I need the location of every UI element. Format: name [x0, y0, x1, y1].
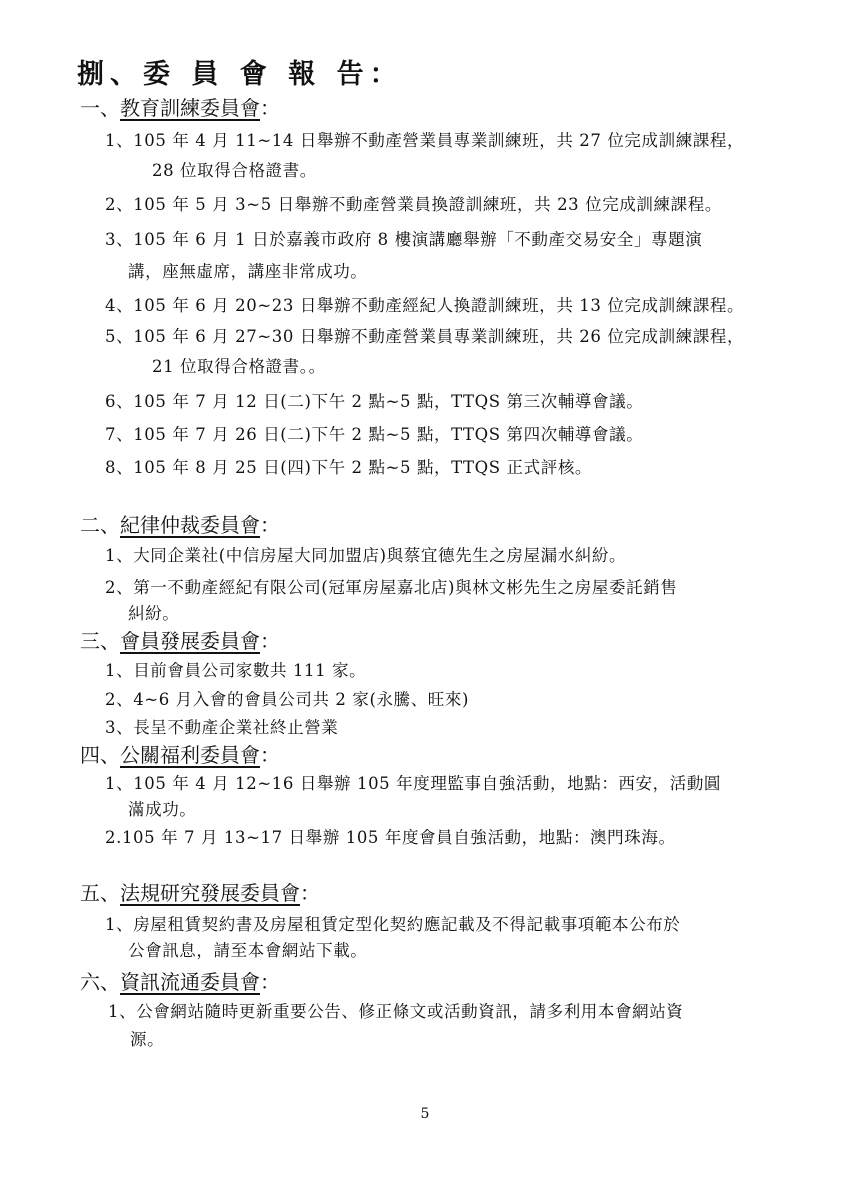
list-item: 3、長呈不動產企業社終止營業: [105, 718, 339, 737]
list-item: 6、105 年 7 月 12 日(二)下午 2 點~5 點，TTQS 第三次輔導會議。: [105, 392, 644, 411]
list-item: 5、105 年 6 月 27~30 日舉辦不動產營業員專業訓練班，共 26 位完成訓練課程，: [105, 327, 745, 346]
section-number: 四、: [80, 743, 120, 767]
list-item: 7、105 年 7 月 26 日(二)下午 2 點~5 點，TTQS 第四次輔導會議。: [105, 425, 644, 444]
section-number: 六、: [80, 970, 120, 994]
list-item: 1、105 年 4 月 11~14 日舉辦不動產營業員專業訓練班，共 27 位完成訓練課程，: [105, 131, 745, 150]
section-name: 教育訓練委員會: [120, 96, 260, 120]
section-heading-education: [80, 92, 280, 121]
list-item: 2.105 年 7 月 13~17 日舉辦 105 年度會員自強活動，地點：澳門珠海。: [105, 828, 676, 847]
section-colon: ：: [260, 513, 280, 537]
list-item: 2、105 年 5 月 3~5 日舉辦不動產營業員換證訓練班，共 23 位完成訓練課程。: [105, 195, 722, 214]
section-name: 紀律仲裁委員會: [120, 513, 260, 537]
section-colon: ：: [260, 96, 280, 120]
list-item-continuation: 28 位取得合格證書。: [152, 161, 317, 180]
section-name: 會員發展委員會: [120, 629, 260, 653]
section-number: 一、: [80, 96, 120, 120]
list-item: 4、105 年 6 月 20~23 日舉辦不動產經紀人換證訓練班，共 13 位完成訓練課程。: [105, 296, 745, 315]
section-colon: ：: [300, 881, 320, 905]
list-item: 1、105 年 4 月 12~16 日舉辦 105 年度理監事自強活動，地點：西安，活動圓: [105, 774, 722, 793]
section-heading-regulations: [80, 877, 320, 906]
section-colon: ：: [260, 743, 280, 767]
section-number: 三、: [80, 629, 120, 653]
section-name: 資訊流通委員會: [120, 970, 260, 994]
page-title: 捌、委 員 會 報 告：: [77, 59, 403, 90]
section-colon: ：: [260, 629, 280, 653]
section-name: 法規研究發展委員會: [120, 881, 300, 905]
list-item-continuation: 糾紛。: [128, 604, 180, 623]
page-number: 5: [420, 1106, 430, 1122]
section-heading-public-relations: [80, 739, 280, 768]
list-item-continuation: 公會訊息，請至本會網站下載。: [128, 941, 368, 960]
list-item: 1、公會網站隨時更新重要公告、修正條文或活動資訊，請多利用本會網站資: [108, 1002, 684, 1021]
list-item: 3、105 年 6 月 1 日於嘉義市政府 8 樓演講廳舉辦「不動產交易安全」專題演: [105, 230, 703, 249]
section-heading-membership: [80, 625, 280, 654]
list-item: 1、大同企業社(中信房屋大同加盟店)與蔡宜德先生之房屋漏水糾紛。: [105, 546, 627, 565]
section-number: 五、: [80, 881, 120, 905]
list-item-continuation: 源。: [130, 1030, 165, 1049]
list-item-continuation: 21 位取得合格證書。。: [152, 357, 326, 376]
section-number: 二、: [80, 513, 120, 537]
list-item: 2、4~6 月入會的會員公司共 2 家(永騰、旺來): [105, 690, 470, 709]
list-item: 8、105 年 8 月 25 日(四)下午 2 點~5 點，TTQS 正式評核。: [105, 458, 593, 477]
section-name: 公關福利委員會: [120, 743, 260, 767]
list-item: 1、房屋租賃契約書及房屋租賃定型化契約應記載及不得記載事項範本公布於: [105, 915, 681, 934]
list-item: 2、第一不動產經紀有限公司(冠軍房屋嘉北店)與林文彬先生之房屋委託銷售: [105, 578, 678, 597]
list-item-continuation: 滿成功。: [128, 800, 197, 819]
section-heading-discipline: [80, 509, 280, 538]
list-item: 1、目前會員公司家數共 111 家。: [105, 661, 367, 680]
list-item-continuation: 講，座無虛席，講座非常成功。: [128, 262, 368, 281]
section-colon: ：: [260, 970, 280, 994]
section-heading-information: [80, 966, 280, 995]
